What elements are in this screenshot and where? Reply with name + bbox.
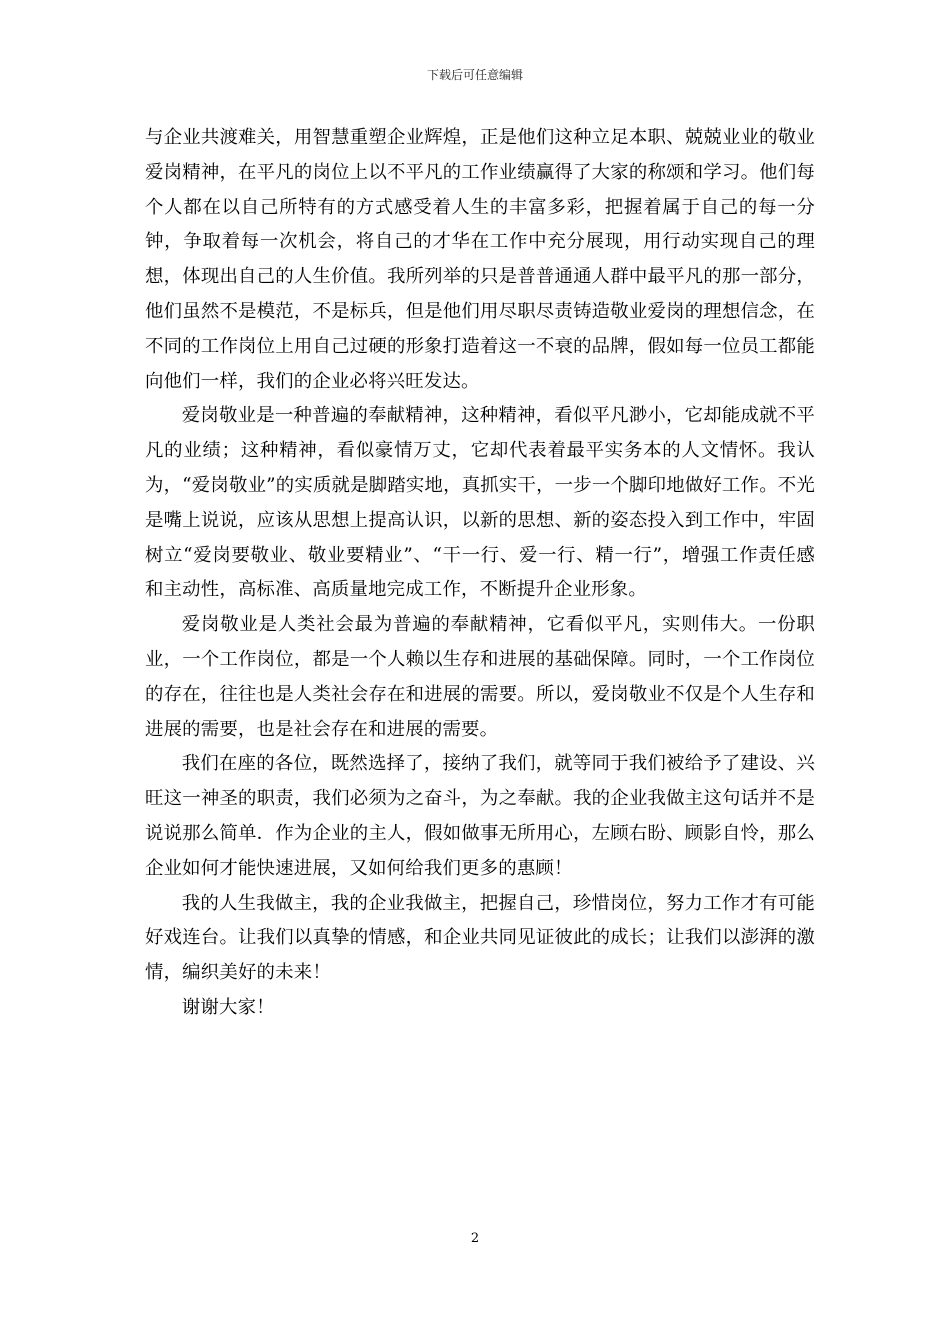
page-header: 下载后可任意编辑 [426, 68, 523, 82]
paragraph-responsibility: 我们在座的各位，既然选择了，接纳了我们，就等同于我们被给予了建设、兴旺这一神圣的职责，我们必须为之奋斗，为之奉献。我的企业我做主这句话并不是说说那么简单．作为企业的主人，假如做事无所用心，左顾右盼、顾影自怜，那么企业如何才能快速进展，又如何给我们更多的惠顾！ [145, 753, 815, 879]
page-number: 2 [470, 1231, 480, 1246]
document-body [145, 121, 815, 1026]
paragraph-dedication-spirit: 爱岗敬业是一种普遍的奉献精神，这种精神，看似平凡渺小，它却能成就不平凡的业绩；这种精神，看似豪情万丈，它却代表着最平实务本的人文情怀。我认为，“爱岗敬业”的实质就是脚踏实地，真抓实干，一步一个脚印地做好工作。不光是嘴上说说，应该从思想上提高认识，以新的思想、新的姿态投入到工作中，牢固树立“爱岗要敬业、敬业要精业”、“干一行、爱一行、精一行”，增强工作责任感和主动性，高标准、高质量地完成工作，不断提升企业形象。 [145, 405, 815, 601]
paragraph-thanks: 谢谢大家！ [181, 996, 275, 1018]
paragraph-closing: 我的人生我做主，我的企业我做主，把握自己，珍惜岗位，努力工作才有可能好戏连台。让我们以真挚的情感，和企业共同见证彼此的成长；让我们以澎湃的激情，编织美好的未来！ [145, 892, 815, 984]
paragraph-continuation: 与企业共渡难关，用智慧重塑企业辉煌，正是他们这种立足本职、兢兢业业的敬业爱岗精神，在平凡的岗位上以不平凡的工作业绩赢得了大家的称颂和学习。他们每个人都在以自己所特有的方式感受着人生的丰富多彩，把握着属于自己的每一分钟，争取着每一次机会，将自己的才华在工作中充分展现，用行动实现自己的理想，体现出自己的人生价值。我所列举的只是普普通通人群中最平凡的那一部分，他们虽然不是模范，不是标兵，但是他们用尽职尽责铸造敬业爱岗的理想信念，在不同的工作岗位上用自己过硬的形象打造着这一不衰的品牌，假如每一位员工都能向他们一样，我们的企业必将兴旺发达。 [145, 127, 815, 392]
paragraph-social-value: 爱岗敬业是人类社会最为普遍的奉献精神，它看似平凡，实则伟大。一份职业，一个工作岗位，都是一个人赖以生存和进展的基础保障。同时，一个工作岗位的存在，往往也是人类社会存在和进展的需要。所以，爱岗敬业不仅是个人生存和进展的需要，也是社会存在和进展的需要。 [145, 614, 815, 740]
